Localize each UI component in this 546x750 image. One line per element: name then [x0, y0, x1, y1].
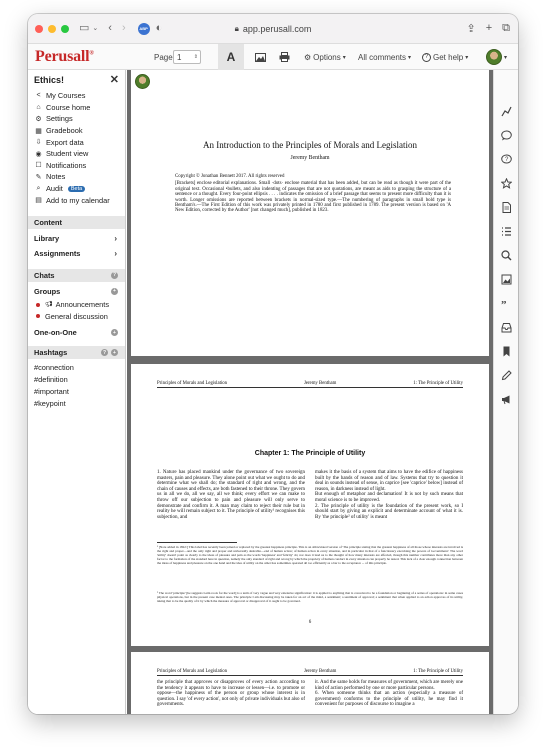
add-conversation-icon[interactable]: + [111, 329, 118, 336]
gear-icon: ⚙ [35, 115, 42, 123]
groups-label: Groups [34, 286, 61, 296]
copyright-line: Copyright © Jonathan Bennett 2017. All rights reserved [175, 174, 285, 179]
chapter-title: Chapter 1: The Principle of Utility [254, 450, 366, 457]
assignments-link[interactable] [28, 246, 125, 261]
new-tab-icon[interactable]: + [485, 22, 493, 34]
share-icon[interactable]: ⇪ [466, 23, 476, 35]
text-column-right: makes it the basis of a system that aims to have the edifice of happiness built by the hands of reason and of law. Systems that try to question it deal in sounds instead of sense, in caprice [see 'caprice' below] instead of reason, in darkness instead of light. But enough of metaphor and declamation! It is not by such means that moral science is to be improved. 2. The principle of utility is the foundation of the present work, so I should start by giving an explicit and determinate account of what it is. By 'the principle² of utility' is meant [315, 470, 463, 520]
sidebar-item-label: Course home [46, 102, 91, 112]
general-discussion-chat[interactable] [28, 311, 125, 323]
gallery-icon[interactable] [501, 274, 512, 285]
zoom-window-button[interactable] [61, 25, 69, 33]
one-on-one-header [28, 325, 125, 340]
lock-icon: 🔒︎ [234, 24, 239, 33]
one-on-one-label: One-on-One [34, 328, 77, 338]
browser-chrome [28, 14, 518, 44]
export-icon: ⇩ [35, 139, 42, 147]
unread-dot [36, 314, 40, 318]
document-page[interactable] [131, 652, 489, 714]
browser-actions [466, 22, 510, 35]
search-icon[interactable] [501, 250, 512, 261]
front-matter [175, 174, 451, 214]
comments-filter-label: All comments [358, 52, 407, 62]
running-head [157, 669, 463, 676]
logo-registered-mark: ® [89, 50, 94, 57]
content-section-header [28, 216, 125, 229]
chats-section-header [28, 269, 125, 282]
running-head-right: 1: The Principle of Utility [413, 669, 463, 674]
course-sidebar [28, 70, 126, 714]
calendar-icon: ▤ [35, 197, 42, 205]
app-toolbar [28, 44, 518, 70]
bell-icon: ☐ [35, 162, 42, 170]
sidebar-item-label: My Courses [46, 91, 86, 101]
close-icon[interactable]: ✕ [109, 74, 119, 86]
gear-icon: ⚙ [304, 52, 312, 62]
announcements-chat[interactable] [28, 299, 125, 311]
text-column-left: the principle that approves or disapproves of every action according to the tendency it appears to have to increase or lessen—i.e. to promote or oppose—the happiness of the person or group whose interest is in question. I say 'of every action', not only of private individuals but also of governments. [157, 680, 305, 708]
chat-bubble-icon[interactable] [501, 130, 512, 141]
hashtags-header-label: Hashtags [34, 348, 68, 358]
inbox-icon[interactable] [501, 322, 512, 333]
announcements-label: Announcements [55, 300, 110, 310]
chevron-down-icon[interactable]: ⌄ [92, 25, 99, 32]
sidebar-item-label: Notes [46, 172, 66, 182]
sidebar-item-my-courses[interactable] [28, 90, 125, 102]
chevron-right-icon: › [114, 248, 117, 258]
course-title: Ethics! [34, 75, 65, 85]
chevron-right-icon: › [114, 233, 117, 243]
footnote-1: ¹ [Note added in 1822:] This label has recently been joined or replaced by the greatest happiness principle. This is an abbreviated version of 'The principle stating that the greatest happiness of all those whose interests are involved is the right and proper—and the only right and proper and universally desirable—end of human action; of human action in every situation, and in particular in that of a functionary exercising the powers of Government.' The word 'utility' doesn't point as clearly to the ideas of pleasure and pain as the words 'happiness' and 'felicity' do; nor does it lead us to the thought of how many interests are affected, though this number contributes more than any other factor to the formation of the standard here in question, namely the only standard of right and wrong by which the propriety of human conduct in every situation can properly be tested. This lack of a clear enough connection between the ideas of happiness and pleasure on the one hand and the idea of utility on the other has sometimes operated all too efficiently as a bar to the acceptance ... of this principle. [157, 545, 463, 565]
quote-icon[interactable] [501, 298, 512, 309]
user-menu[interactable] [486, 49, 507, 65]
avatar[interactable] [135, 74, 150, 89]
add-hashtag-icon[interactable]: + [111, 349, 118, 356]
sidebar-toggle-icon[interactable]: ▭ [79, 22, 90, 34]
sidebar-item-label: Settings [46, 114, 73, 124]
hashtag-list [28, 361, 125, 409]
running-head [157, 381, 463, 388]
beta-badge: Beta [68, 186, 85, 192]
image-snapshot-button[interactable] [250, 44, 270, 70]
help-icon: ? [422, 53, 431, 62]
print-button[interactable] [274, 44, 294, 70]
bookmark-icon[interactable] [501, 346, 512, 357]
sidebar-item-label: Student view [46, 149, 89, 159]
star-icon[interactable] [501, 178, 512, 189]
sidebar-item-settings[interactable] [28, 113, 125, 125]
sidebar-item-label: Export data [46, 137, 84, 147]
url-text: app.perusall.com [242, 24, 312, 34]
page-number-value: 1 [177, 52, 182, 62]
options-menu[interactable] [304, 44, 346, 70]
running-head-right: 1: The Principle of Utility [413, 381, 463, 386]
hashtag-item[interactable]: #connection [34, 362, 74, 372]
footnote-2: ² The word 'principle' [he suggests Latin roots for the word] is a term of very vague and very extensive signification: it is applied to anything that is conceived to be a foundation or beginning of a series of operations: in some cases physical operations, but in the present case mental ones. The principle I am discussing may be taken for an act of the mind, a sentiment; a sentiment of approval; a sentiment that when applied to an action approves of its utility, taking that to be the quality of it by which the measure of approval or disapproval of it ought to be governed. [157, 591, 463, 603]
page-label: Page [154, 52, 173, 62]
question-bubble-icon[interactable] [501, 154, 512, 165]
privacy-shield-icon[interactable]: ◐ [155, 22, 163, 34]
image-icon [255, 53, 266, 62]
library-link[interactable] [28, 231, 125, 246]
logo-text: Perusall [35, 48, 90, 65]
right-tool-rail [493, 70, 518, 714]
avatar [486, 49, 502, 65]
text-column-left: 1. Nature has placed mankind under the governance of two sovereign masters, pain and pleasure. They alone point out what we ought to do and determine what we shall do; the standard of right and wrong, and the chain of causes and effects, are both fastened to their throne. They govern us in all we do, all we say, all we think; every effort we can make to throw off our subjection to pain and pleasure will only serve to demonstrate and confirm it. A man may claim to reject their rule but in reality he will remain subject to it. The principle of utility¹ recognises this subjection, and [157, 470, 305, 520]
help-menu[interactable] [422, 44, 468, 70]
chevron-down-icon: ▾ [465, 54, 469, 61]
list-icon[interactable] [501, 226, 512, 237]
document-author: Jeremy Bentham [290, 155, 330, 161]
unread-dot [36, 303, 40, 307]
chats-help-icon[interactable]: ? [112, 272, 117, 279]
back-icon[interactable]: ‹ [108, 22, 112, 34]
general-discussion-label: General discussion [45, 311, 108, 321]
megaphone-icon: 📢︎ [45, 302, 53, 309]
add-group-icon[interactable]: + [111, 288, 118, 295]
hashtag-item[interactable]: #important [34, 386, 69, 396]
tab-overview-icon[interactable]: ⧉ [502, 22, 510, 34]
stepper-icon[interactable]: ⇕ [193, 54, 198, 60]
pencil-icon[interactable] [501, 370, 512, 381]
course-title-bar [28, 70, 125, 90]
sidebar-item-label: Add to my calendar [46, 195, 110, 205]
document-page[interactable] [131, 364, 489, 646]
sidebar-item-gradebook[interactable] [28, 125, 125, 137]
content-header-label: Content [34, 217, 62, 227]
footnote-rule [157, 542, 237, 543]
document-title: An Introduction to the Principles of Morals and Legislation [203, 140, 417, 150]
running-head-left: Principles of Morals and Legislation [157, 381, 228, 386]
page-number: 6 [308, 620, 312, 625]
hashtags-help-icon[interactable]: ? [102, 349, 107, 356]
sidebar-item-student-view[interactable] [28, 148, 125, 160]
search-icon: ⌕ [36, 184, 41, 192]
printer-icon [279, 52, 290, 62]
home-icon: ⌂ [36, 103, 41, 111]
sidebar-item-notes[interactable] [28, 171, 125, 183]
browser-window [28, 14, 518, 714]
document-viewer[interactable] [127, 70, 493, 714]
traffic-lights [35, 25, 69, 33]
library-label: Library [34, 233, 60, 243]
sidebar-item-label: Gradebook [46, 126, 83, 136]
svg-text:?: ? [505, 157, 509, 163]
svg-text:”: ” [501, 299, 507, 309]
perusall-logo[interactable] [35, 48, 94, 66]
sidebar-item-export-data[interactable] [28, 136, 125, 148]
sidebar-item-audit[interactable] [28, 183, 125, 195]
sidebar-item-add-to-my-calendar[interactable] [28, 194, 125, 206]
options-label: Options [313, 52, 341, 62]
sidebar-item-label: Audit [46, 184, 63, 194]
hashtag-item[interactable]: #keypoint [34, 398, 66, 408]
page-number-input[interactable] [173, 50, 201, 64]
sidebar-item-course-home[interactable] [28, 102, 125, 114]
chats-header-label: Chats [34, 270, 55, 280]
running-head-center: Jeremy Bentham [303, 669, 337, 674]
sidebar-item-label: Notifications [46, 160, 87, 170]
comments-filter-menu[interactable] [358, 44, 411, 70]
address-bar[interactable] [168, 21, 378, 37]
text-column-right: it. And the same holds for measures of government, which are merely one kind of action performed by one or more particular persons. 6. When someone thinks that an action (especially a measure of government) conforms to the principle of utility, he may find it convenient for purposes of discourse to imagine a [315, 680, 463, 708]
table-icon: ▦ [35, 127, 42, 135]
chevron-down-icon: ▾ [504, 54, 508, 61]
minimize-window-button[interactable] [48, 25, 56, 33]
megaphone-icon[interactable] [501, 394, 512, 405]
document-page[interactable] [131, 70, 489, 356]
sidebar-item-notifications[interactable] [28, 160, 125, 172]
adblock-extension-icon[interactable]: ABP [138, 23, 150, 35]
editorial-note: [Brackets] enclose editorial explanations. Small ·dots· enclose material that has been added, but can be read as though it were part of the original text. Occasional •bullets, and also indenting of passages that are not quotations, are meant as aids to grasping the structure of a sentence or a thought. Every four-point ellipsis . . . . indicates the omission of a brief passage that seems to present more difficulty than it is worth. Longer omissions are reported between brackets in normal-sized type.—The numbering of paragraphs in small bold type is Bentham's.—The First Edition of this work was privately printed in 1780 and first published in 1789. The present version is based on 'A New Edition, corrected by the Author' [not changed much], published in 1823. [175, 181, 451, 214]
chevron-down-icon: ▾ [408, 54, 412, 61]
groups-header [28, 284, 125, 299]
analytics-icon[interactable] [501, 106, 512, 117]
chevron-down-icon: ▾ [342, 54, 346, 61]
running-head-left: Principles of Morals and Legislation [157, 669, 228, 674]
pencil-icon: ✎ [35, 173, 42, 181]
text-tool-button[interactable]: A [218, 44, 244, 70]
help-label: Get help [433, 52, 464, 62]
eye-icon: ◉ [35, 150, 42, 158]
document-icon[interactable] [501, 202, 512, 213]
course-nav [28, 90, 125, 206]
hashtags-section-header [28, 346, 125, 359]
close-window-button[interactable] [35, 25, 43, 33]
running-head-center: Jeremy Bentham [303, 381, 337, 386]
forward-icon[interactable]: › [121, 22, 126, 34]
hashtag-item[interactable]: #definition [34, 374, 68, 384]
chevron-left-icon: < [36, 92, 41, 100]
assignments-label: Assignments [34, 248, 81, 258]
